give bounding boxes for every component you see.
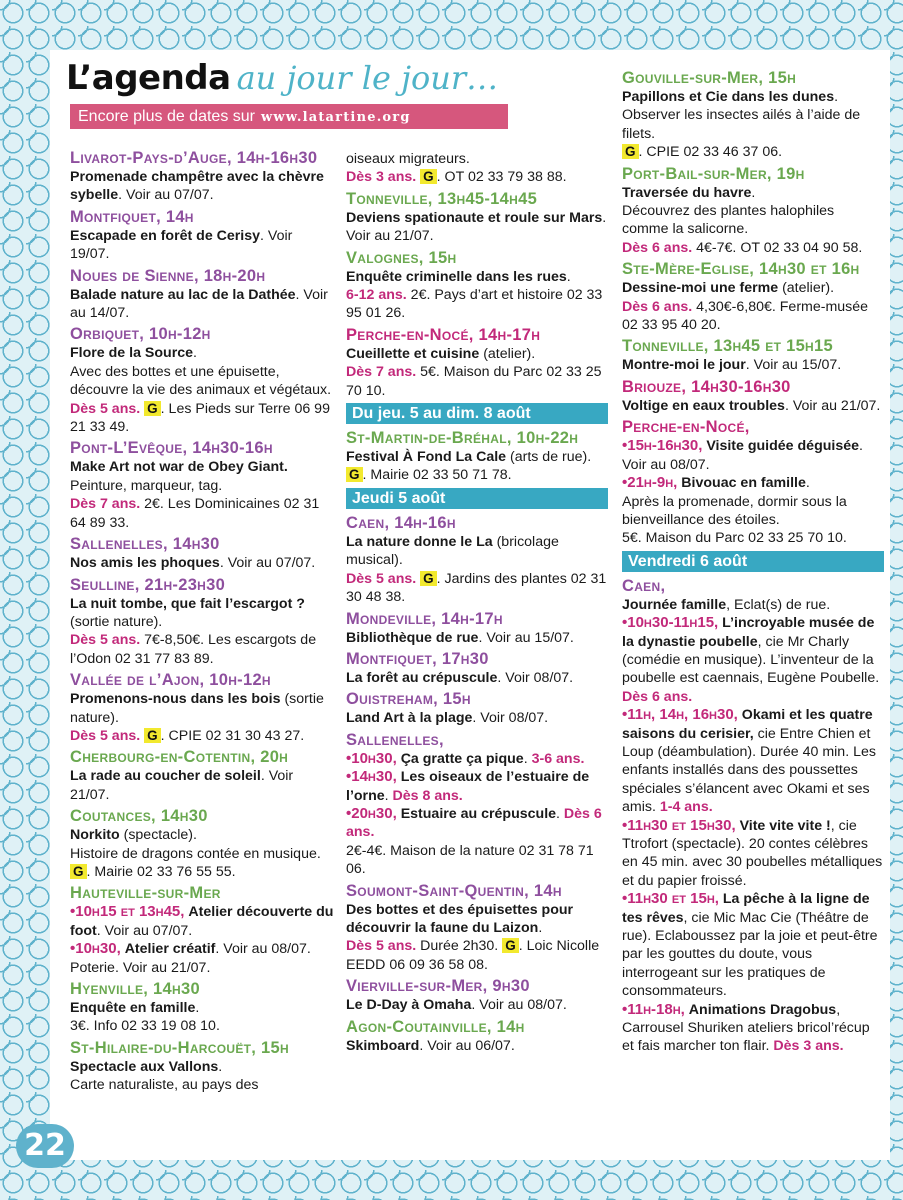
event-location-time: Sallenelles, 14h30 (70, 535, 220, 554)
event-entry (622, 164, 884, 258)
date-band: Du jeu. 5 au dim. 8 août (346, 403, 608, 424)
event-description: Land Art à la plage. Voir 08/07. (346, 710, 549, 727)
column-1 (70, 148, 334, 1097)
event-description: 3€. Info 02 33 19 08 10. (70, 1018, 220, 1035)
event-location-time: Vierville-sur-Mer, 9h30 (346, 977, 530, 996)
event-description: Promenade champêtre avec la chèvre sybelle. Voir au 07/07. (70, 169, 324, 204)
event-entry (70, 266, 334, 323)
event-location-time: Briouze, 14h30-16h30 (622, 377, 791, 396)
event-description: Dès 5 ans. Durée 2h30. G . Loic Nicolle EEDD 06 09 36 58 08. (346, 938, 600, 973)
event-description: G . CPIE 02 33 46 37 06. (622, 143, 884, 161)
event-description: 6-12 ans. 2€. Pays d’art et histoire 02 33 95 01 26. (346, 287, 603, 322)
event-entry (622, 336, 884, 374)
event-description: Journée famille, Eclat(s) de rue. (622, 596, 831, 613)
event-location-time: Caen, (622, 576, 666, 595)
event-location-time: Ste-Mère-Eglise, 14h30 et 16h (622, 260, 860, 279)
event-description: Voltige en eaux troubles. Voir au 21/07. (622, 397, 881, 414)
event-description: La nature donne le La (bricolage musical). (346, 533, 559, 569)
event-description: Découvrez des plantes halophiles comme la salicorne. (622, 203, 835, 238)
event-entry (70, 1038, 334, 1095)
event-description: Dès 6 ans. 4,30€-6,80€. Ferme-musée 02 33 95 40 20. (622, 298, 869, 334)
event-description: •10h30, Atelier créatif. Voir au 08/07. Poterie. Voir au 21/07. (70, 940, 311, 976)
event-location-time: Sallenelles, (346, 730, 444, 749)
agenda-header (66, 58, 566, 98)
event-location-time: Seulline, 21h-23h30 (70, 575, 226, 594)
event-description: Promenons-nous dans les bois (sortie nature). (70, 691, 324, 726)
event-description: Bibliothèque de rue. Voir au 15/07. (346, 629, 574, 646)
event-entry (346, 428, 608, 485)
event-description: •10h30-11h15, L’incroyable musée de la dynastie poubelle, cie Mr Charly (comédie en musique). L’inventeur de la poubelle est caennais, Eugène Poubelle. Dès 6 ans. (622, 614, 880, 705)
event-description: •11h30 et 15h30, Vite vite vite !, cie Ttrofort (spectacle). 20 contes célèbres en 45 min. avec 30 poubelles métalliques et du papier froissé. (622, 816, 883, 889)
event-description: Après la promenade, dormir sous la bienveillance des étoiles. (622, 493, 847, 528)
event-description: •11h, 14h, 16h30, Okami et les quatre saisons du cerisier, cie Entre Chien et Loup (déambulation). Durée 40 min. Les enfants installés dans des poussettes spéciales s’élancent avec Okami et ses amis. 1-4 ans. (622, 706, 876, 816)
event-entry (70, 575, 334, 669)
event-description: Enquête en famille. (70, 1000, 200, 1016)
event-location-time: Perche-en-Nocé, 14h-17h (346, 325, 541, 344)
event-location-time: Mondeville, 14h-17h (346, 609, 503, 628)
agenda-page (50, 50, 890, 1160)
event-description: Traversée du havre. (622, 184, 756, 201)
event-entry (346, 730, 608, 879)
event-description: Cueillette et cuisine (atelier). (346, 345, 536, 362)
event-location-time: Gouville-sur-Mer, 15h (622, 69, 797, 87)
promo-text: Encore plus de dates sur (78, 108, 255, 125)
event-entry (70, 747, 334, 804)
event-description: Dès 3 ans. G . OT 02 33 79 38 88. (346, 169, 567, 186)
event-location-time: Caen, 14h-16h (346, 513, 456, 532)
event-description: Deviens spationaute et roule sur Mars. Voir au 21/07. (346, 209, 607, 245)
event-entry (346, 248, 608, 323)
event-entry (70, 324, 334, 436)
event-entry (622, 576, 884, 1056)
event-description: Norkito (spectacle). (70, 827, 197, 844)
promo-url-link[interactable]: www.latartine.org (261, 110, 411, 125)
event-description: Make Art not war de Obey Giant. (70, 459, 288, 476)
event-description: La rade au coucher de soleil. Voir 21/07. (70, 768, 294, 803)
date-band: Vendredi 6 août (622, 551, 884, 572)
event-location-time: Orbiquet, 10h-12h (70, 325, 211, 344)
event-description: Dès 5 ans. G . Jardins des plantes 02 31 30 48 38. (346, 570, 607, 606)
event-description: Avec des bottes et une épuisette, découvre la vie des animaux et végétaux. Dès 5 ans. G . Les Pieds sur Terre 06 99 21 33 49. (70, 363, 332, 436)
event-description: Des bottes et des épuisettes pour découvrir la faune du Laizon. (346, 901, 574, 936)
event-description: 2€-4€. Maison de la nature 02 31 78 71 06. (346, 842, 594, 878)
event-entry (346, 609, 608, 647)
event-description: Peinture, marqueur, tag. (70, 477, 223, 494)
event-entry (346, 881, 608, 975)
event-location-time: Soumont-Saint-Quentin, 14h (346, 881, 562, 900)
event-description: Enquête criminelle dans les rues. (346, 268, 571, 285)
event-description: Escapade en forêt de Cerisy. Voir 19/07. (70, 227, 293, 263)
event-location-time: St-Hilaire-du-Harcouët, 15h (70, 1038, 289, 1057)
event-description: •15h-16h30, Visite guidée déguisée. Voir au 08/07. (622, 437, 863, 473)
event-description: Dès 7 ans. 2€. Les Dominicaines 02 31 64 89 33. (70, 496, 320, 531)
event-location-time: Tonneville, 13h45 et 15h15 (622, 337, 833, 356)
event-location-time: Tonneville, 13h45-14h45 (346, 189, 538, 208)
event-location-time: St-Martin-de-Bréhal, 10h-22h (346, 429, 579, 448)
event-description: Montre-moi le jour. Voir au 15/07. (622, 357, 842, 374)
event-entry (346, 513, 608, 607)
event-location-time: Perche-en-Nocé, (622, 418, 750, 437)
event-entry (346, 189, 608, 246)
event-description: Skimboard. Voir au 06/07. (346, 1037, 515, 1054)
event-location-time: Cherbourg-en-Cotentin, 20h (70, 748, 289, 767)
event-description: Observer les insectes ailés à l’aide de filets. (622, 107, 861, 142)
event-description: 5€. Maison du Parc 02 33 25 70 10. (622, 530, 847, 547)
event-entry (346, 150, 608, 187)
event-description: La nuit tombe, que fait l’escargot ? (sortie nature). (70, 595, 305, 630)
event-location-time: Pont-L’Evêque, 14h30-16h (70, 439, 273, 458)
event-location-time: Vallée de l’Ajon, 10h-12h (70, 671, 271, 690)
event-description: Dès 7 ans. 5€. Maison du Parc 02 33 25 70 10. (346, 364, 602, 399)
event-location-time: Livarot-Pays-d’Auge, 14h-16h30 (70, 149, 318, 167)
event-description: Flore de la Source. (70, 345, 197, 362)
event-entry (70, 883, 334, 977)
event-entry (346, 1017, 608, 1055)
event-description: Carte naturaliste, au pays des (70, 1077, 259, 1094)
event-location-time: Hauteville-sur-Mer (70, 884, 221, 903)
event-entry (622, 417, 884, 547)
event-entry (70, 438, 334, 532)
event-description: Le D-Day à Omaha. Voir au 08/07. (346, 997, 567, 1014)
event-description: Dès 5 ans. 7€-8,50€. Les escargots de l’Odon 02 31 77 83 89. (70, 632, 317, 667)
event-description: Festival À Fond La Cale (arts de rue). G . Mairie 02 33 50 71 78. (346, 449, 592, 484)
event-description: Papillons et Cie dans les dunes. (622, 89, 839, 105)
event-location-time: Coutances, 14h30 (70, 807, 208, 826)
event-location-time: Agon-Coutainville, 14h (346, 1017, 525, 1036)
event-entry (346, 325, 608, 400)
event-entry (70, 670, 334, 745)
event-description: Dès 6 ans. 4€-7€. OT 02 33 04 90 58. (622, 239, 863, 256)
event-description: •10h15 et 13h45, Atelier découverte du foot. Voir au 07/07. (70, 903, 334, 939)
event-location-time: Port-Bail-sur-Mer, 19h (622, 164, 805, 183)
event-description: •11h30 et 15h, La pêche à la ligne de tes rêves, cie Mic Mac Cie (Théâtre de rue). Eclaboussez par la joie et peut-être par les gouttes du doute, vous interrogeant sur les pratiques de consommateurs. (622, 890, 878, 1000)
event-entry (70, 148, 334, 205)
event-description: Dessine-moi une ferme (atelier). (622, 280, 835, 297)
event-entry (622, 377, 884, 415)
event-entry (622, 68, 884, 162)
event-entry (70, 534, 334, 572)
event-location-time: Montfiquet, 14h (70, 207, 194, 226)
event-location-time: Valognes, 15h (346, 248, 457, 267)
event-description: Nos amis les phoques. Voir au 07/07. (70, 555, 316, 572)
event-description: oiseaux migrateurs. (346, 151, 470, 167)
column-3 (622, 68, 884, 1058)
event-location-time: Ouistreham, 15h (346, 690, 471, 709)
event-description: •14h30, Les oiseaux de l’estuaire de l’orne. Dès 8 ans. (346, 768, 590, 804)
event-location-time: Noues de Sienne, 18h-20h (70, 266, 266, 285)
event-location-time: Montfiquet, 17h30 (346, 649, 489, 668)
agenda-subtitle: au jour le jour… (236, 59, 499, 97)
event-description: Spectacle aux Vallons. (70, 1058, 223, 1075)
event-description: •11h-18h, Animations Dragobus, Carrousel Shuriken ateliers bricol’récup et fais marcher ton flair. Dès 3 ans. (622, 1000, 870, 1055)
date-band: Jeudi 5 août (346, 488, 608, 509)
event-entry (346, 649, 608, 687)
event-entry (346, 976, 608, 1014)
event-entry (70, 207, 334, 264)
event-description: Balade nature au lac de la Dathée. Voir au 14/07. (70, 286, 328, 322)
page-number: 22 (16, 1124, 74, 1168)
event-location-time: Hyenville, 14h30 (70, 980, 200, 998)
event-entry (70, 979, 334, 1036)
agenda-title: L’agenda (66, 58, 231, 98)
event-description: •21h-9h, Bivouac en famille. (622, 474, 810, 492)
event-entry (70, 806, 334, 881)
event-description: Dès 5 ans. G . CPIE 02 31 30 43 27. (70, 727, 305, 744)
event-description: Histoire de dragons contée en musique. G . Mairie 02 33 76 55 55. (70, 845, 321, 880)
event-description: La forêt au crépuscule. Voir 08/07. (346, 669, 574, 686)
event-entry (622, 259, 884, 334)
promo-banner (70, 104, 508, 129)
event-description: •10h30, Ça gratte ça pique. 3-6 ans. (346, 749, 585, 767)
event-description: •20h30, Estuaire au crépuscule. Dès 6 ans. (346, 804, 602, 841)
event-entry (346, 689, 608, 727)
column-2 (346, 150, 608, 1057)
